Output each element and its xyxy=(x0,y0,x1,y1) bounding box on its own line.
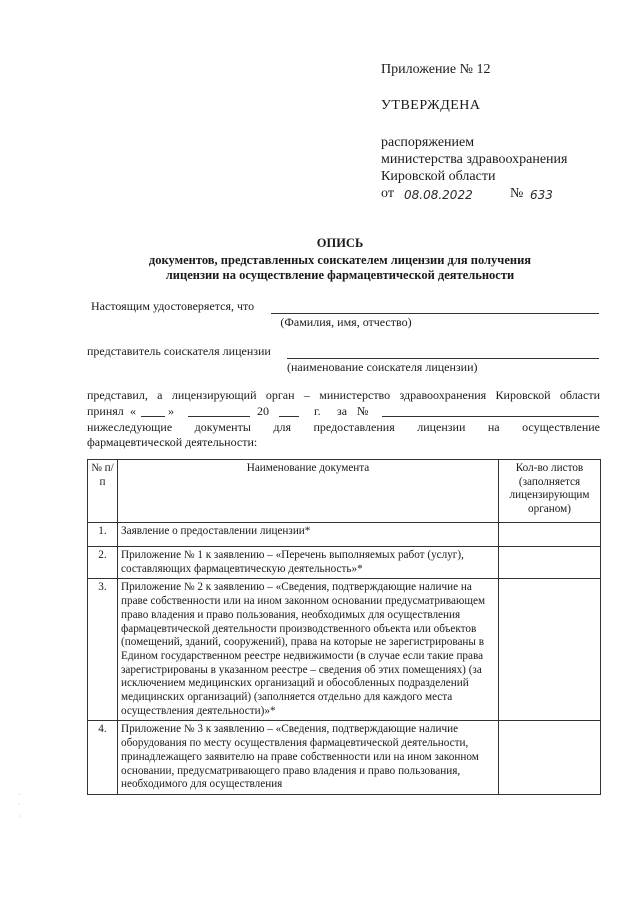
row-text: Заявление о предоставлении лицензии* xyxy=(118,523,499,547)
order-line-1: распоряжением xyxy=(381,135,475,150)
header-sheets: Кол-во листов (заполняется лицензирующим органом) xyxy=(499,460,601,523)
pharma-activity: фармацевтической деятельности: xyxy=(87,435,258,449)
certify-label: Настоящим удостоверяется, что xyxy=(91,299,255,313)
row-num: 1. xyxy=(88,523,118,547)
reg-number-line xyxy=(382,416,599,417)
from-label: от xyxy=(381,186,394,201)
day-line xyxy=(141,416,165,417)
accepted-label: принял xyxy=(87,404,124,418)
table-row xyxy=(88,547,601,579)
year-prefix: 20 xyxy=(257,404,269,418)
for-label: за xyxy=(337,404,348,418)
row-num: 3. xyxy=(88,579,118,721)
title-line-1: документов, представленных соискателем лицензии для получения xyxy=(148,253,532,267)
row-sheets xyxy=(499,547,601,579)
handwritten-number: 633 xyxy=(530,188,553,202)
header-doc-name: Наименование документа xyxy=(118,460,499,523)
order-line-2: министерства здравоохранения xyxy=(381,152,568,167)
quote-close: » xyxy=(168,404,174,418)
scan-artifact: · xyxy=(18,800,21,809)
row-text: Приложение № 2 к заявлению – «Сведения, подтверждающие наличие на праве собственности или на ином законном основании предусматривающем право владения и право пользования, необходимых для осуществления фармацевтической деятельности производственного объекта или объектов (помещений, зданий, сооружений), права на которые не зарегистрированы в Едином государственном реестре недвижимости (в случае если такие права зарегистрированы в указанном реестре – сведения об этих помещениях) (за исключением медицинских организаций и обособленных подразделений медицинских организаций) (заполняется отдельно для каждого места осуществления деятельности)»* xyxy=(118,579,499,721)
fio-line xyxy=(271,313,599,314)
presented-line: представил, а лицензирующий орган – министерство здравоохранения Кировской области xyxy=(87,388,600,402)
document-title: ОПИСЬ xyxy=(316,236,364,250)
documents-table xyxy=(87,459,601,795)
number-label: № xyxy=(510,186,524,201)
handwritten-date: 08.08.2022 xyxy=(404,188,473,202)
row-num: 2. xyxy=(88,547,118,579)
applicant-caption: (наименование соискателя лицензии) xyxy=(287,360,478,374)
table-header-row xyxy=(88,460,601,523)
month-line xyxy=(188,416,250,417)
applicant-line xyxy=(287,358,599,359)
scan-artifact: · xyxy=(18,790,21,799)
row-text: Приложение № 3 к заявлению – «Сведения, подтверждающие наличие оборудования по месту осуществления фармацевтической деятельности, принадлежащего заявителю на праве собственности или на ином законном основании, предусматривающего право владения и право пользования, необходимого для осуществления xyxy=(118,721,499,795)
quote-open: « xyxy=(130,404,136,418)
appendix-number: Приложение № 12 xyxy=(381,62,491,77)
year-suffix: г. xyxy=(314,404,321,418)
scan-artifact: · xyxy=(18,812,21,821)
following-docs: нижеследующие документы для предоставления лицензии на осуществление xyxy=(87,420,600,434)
row-sheets xyxy=(499,579,601,721)
row-num: 4. xyxy=(88,721,118,795)
reg-number-label: № xyxy=(357,404,369,418)
row-sheets xyxy=(499,523,601,547)
representative-label: представитель соискателя лицензии xyxy=(87,344,271,358)
order-line-3: Кировской области xyxy=(381,169,496,184)
table-row xyxy=(88,721,601,795)
title-line-2: лицензии на осуществление фармацевтической деятельности xyxy=(165,268,515,282)
table-row xyxy=(88,523,601,547)
header-num: № п/п xyxy=(88,460,118,523)
table-row xyxy=(88,579,601,721)
year-line xyxy=(279,416,299,417)
row-text: Приложение № 1 к заявлению – «Перечень выполняемых работ (услуг), составляющих фармацевтическую деятельность»* xyxy=(118,547,499,579)
fio-caption: (Фамилия, имя, отчество) xyxy=(280,315,412,329)
row-sheets xyxy=(499,721,601,795)
approved-label: УТВЕРЖДЕНА xyxy=(381,98,481,113)
